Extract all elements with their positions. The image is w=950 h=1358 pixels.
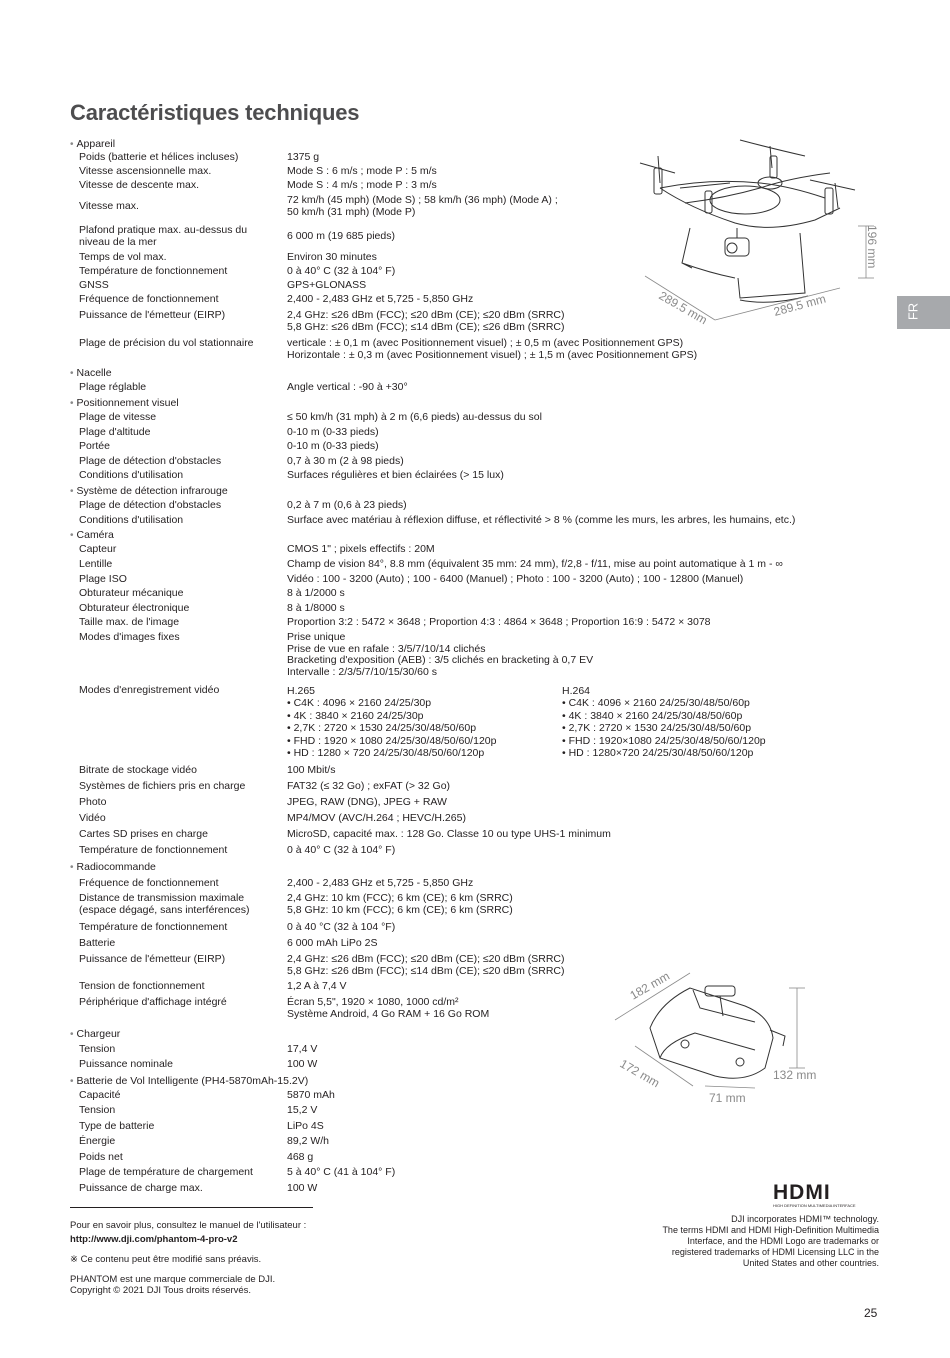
svg-text:HIGH DEFINITION MULTIMEDIA INT: HIGH DEFINITION MULTIMEDIA INTERFACE — [773, 1203, 856, 1208]
spec-value-line: Prise de vue en rafale : 3/5/7/10/14 clichés — [287, 642, 486, 655]
spec-value-line: Bracketing d'exposition (AEB) : 3/5 clichés en bracketing à 0,7 EV — [287, 654, 594, 666]
spec-value-line: • 2,7K : 2720 × 1530 24/25/30/48/50/60p — [562, 722, 752, 735]
spec-value-line: 8 à 1/8000 s — [287, 602, 345, 614]
spec-value-line: Écran 5,5", 1920 × 1080, 1000 cd/m² — [287, 996, 459, 1008]
hdmi-notice-line: registered trademarks of HDMI Licensing LLC in the — [671, 1247, 879, 1257]
spec-label: Modes d'images fixes — [79, 631, 180, 643]
spec-label: Poids net — [79, 1151, 123, 1163]
spec-label: Fréquence de fonctionnement — [79, 877, 219, 889]
spec-value-line: H.264 — [562, 685, 591, 697]
spec-label: Plage de vitesse — [79, 411, 157, 423]
spec-value — [287, 152, 319, 164]
drone-illustration — [630, 128, 890, 333]
spec-value — [287, 938, 377, 950]
spec-label: Temps de vol max. — [79, 251, 167, 263]
spec-value-line: CMOS 1" ; pixels effectifs : 20M — [287, 543, 435, 555]
spec-label: Capteur — [79, 543, 117, 555]
spec-value — [287, 559, 783, 571]
spec-value-line: 100 Mbit/s — [287, 764, 336, 776]
spec-value — [287, 1059, 317, 1071]
spec-value-line: • C4K : 4096 × 2160 24/25/30p — [287, 697, 432, 710]
spec-value — [287, 441, 379, 453]
spec-value — [287, 1090, 335, 1102]
spec-value-line: 0 à 40 °C (32 à 104 °F) — [287, 921, 396, 933]
spec-value — [287, 574, 743, 586]
spec-value — [287, 280, 366, 292]
spec-label: Plage de précision du vol stationnaire — [79, 337, 254, 349]
spec-value — [287, 266, 395, 278]
spec-label: Modes d'enregistrement vidéo — [79, 684, 220, 696]
section-heading: • Nacelle — [70, 367, 112, 380]
spec-value-line: 5870 mAh — [287, 1089, 335, 1101]
spec-value-line: • C4K : 4096 × 2160 24/25/30/48/50/60p — [562, 697, 750, 710]
spec-label: Conditions d'utilisation — [79, 514, 184, 526]
hdmi-logo — [773, 1181, 879, 1209]
copyright-text: Copyright © 2021 DJI Tous droits réservés. — [70, 1285, 252, 1296]
page-number: 25 — [864, 1306, 878, 1320]
notice-text: ※ Ce contenu peut être modifié sans préavis. — [70, 1254, 262, 1265]
spec-value-line: GPS+GLONASS — [287, 279, 367, 291]
spec-value-line: Mode S : 6 m/s ; mode P : 5 m/s — [287, 165, 437, 177]
hdmi-notice — [609, 1214, 879, 1269]
spec-value — [287, 813, 466, 825]
spec-value — [287, 893, 513, 916]
spec-value — [287, 470, 504, 482]
spec-label: Batterie — [79, 937, 116, 949]
spec-value — [287, 797, 447, 809]
drone-height: 196 mm — [865, 225, 879, 269]
spec-value-line: • FHD : 1920×1080 24/25/30/48/50/60/120p — [562, 734, 766, 747]
spec-label: Périphérique d'affichage intégré — [79, 996, 227, 1008]
spec-label: Plage d'altitude — [79, 426, 151, 438]
drone-width1: 289.5 mm — [656, 288, 710, 328]
spec-label: Capacité — [79, 1089, 121, 1101]
spec-value-line: 2,4 GHz: 10 km (FCC); 6 km (CE); 6 km (SRRC) — [287, 892, 513, 904]
spec-value-line: 15,2 V — [287, 1104, 318, 1116]
spec-value-line: JPEG, RAW (DNG), JPEG + RAW — [287, 796, 447, 808]
spec-label: Vidéo — [79, 812, 106, 824]
spec-value-line: 6 000 mAh LiPo 2S — [287, 937, 378, 949]
spec-value — [287, 1152, 313, 1164]
hdmi-notice-line: United States and other countries. — [742, 1258, 879, 1268]
spec-value-line: 2,400 - 2,483 GHz et 5,725 - 5,850 GHz — [287, 877, 474, 889]
spec-label: Cartes SD prises en charge — [79, 828, 208, 840]
spec-label: Plage de détection d'obstacles — [79, 499, 222, 511]
spec-value — [287, 845, 395, 857]
spec-value-line: Proportion 3:2 : 5472 × 3648 ; Proportion 4:3 : 4864 × 3648 ; Proportion 16:9 : 5472 × 3078 — [287, 616, 711, 628]
spec-value-line: 0,2 à 7 m (0,6 à 23 pieds) — [287, 499, 407, 511]
spec-value-line: 89,2 W/h — [287, 1135, 330, 1147]
spec-label: Vitesse ascensionnelle max. — [79, 165, 212, 177]
spec-value — [287, 427, 379, 439]
spec-value — [287, 997, 489, 1020]
spec-value-line: 8 à 1/2000 s — [287, 587, 345, 599]
spec-value-line: 0 à 40° C (32 à 104° F) — [287, 265, 396, 277]
spec-label: Énergie — [79, 1135, 116, 1147]
spec-value-line: Intervalle : 2/3/5/7/10/15/30/60 s — [287, 665, 438, 678]
spec-value — [287, 500, 407, 512]
spec-value-line: Prise unique — [287, 631, 346, 643]
spec-value — [287, 338, 697, 361]
section-heading: • Caméra — [70, 529, 114, 542]
spec-value — [287, 981, 347, 993]
spec-label: Tension — [79, 1043, 116, 1055]
spec-label: Conditions d'utilisation — [79, 469, 184, 481]
spec-label: Photo — [79, 796, 107, 808]
section-heading: • Batterie de Vol Intelligente (PH4-5870mAh-15.2V) — [70, 1075, 308, 1088]
spec-value-line: verticale : ± 0,1 m (avec Positionnement visuel) ; ± 0,5 m (avec Positionnement GPS) — [287, 337, 684, 349]
spec-label: Tension de fonctionnement — [79, 980, 205, 992]
spec-label: Systèmes de fichiers pris en charge — [79, 780, 246, 792]
spec-label: Bitrate de stockage vidéo — [79, 764, 197, 776]
trademark-text: PHANTOM est une marque commerciale de DJI. — [70, 1274, 276, 1285]
spec-label: Puissance de l'émetteur (EIRP) — [79, 309, 226, 321]
spec-label: Lentille — [79, 558, 113, 570]
remote-dim-132: 132 mm — [773, 1068, 817, 1082]
section-heading: • Système de détection infrarouge — [70, 485, 228, 498]
spec-value-line: FAT32 (≤ 32 Go) ; exFAT (> 32 Go) — [287, 780, 451, 792]
spec-value-line: • FHD : 1920 × 1080 24/25/30/48/50/60/120p — [287, 734, 497, 747]
spec-value-line: 0 à 40° C (32 à 104° F) — [287, 844, 396, 856]
spec-value-line: 0,7 à 30 m (2 à 98 pieds) — [287, 455, 404, 467]
hdmi-notice-line: DJI incorporates HDMI™ technology. — [731, 1214, 879, 1224]
spec-label: Température de fonctionnement — [79, 844, 228, 856]
spec-value-line: Vidéo : 100 - 3200 (Auto) ; 100 - 6400 (Manuel) ; Photo : 100 - 3200 (Auto) ; 100 - 12800 (Manuel) — [287, 573, 744, 585]
remote-dim-172: 172 mm — [617, 1056, 663, 1091]
spec-value-line: 0-10 m (0-33 pieds) — [287, 426, 379, 438]
spec-value-line: 5,8 GHz: 10 km (FCC); 6 km (CE); 6 km (SRRC) — [287, 903, 513, 916]
spec-value — [287, 1121, 324, 1133]
spec-value — [287, 412, 542, 424]
spec-value-line: 0-10 m (0-33 pieds) — [287, 440, 379, 452]
spec-value — [287, 195, 558, 218]
spec-value — [287, 382, 408, 394]
language-tab: FR — [897, 296, 950, 329]
spec-label: Tension — [79, 1104, 116, 1116]
spec-label: Température de fonctionnement — [79, 265, 228, 277]
remote-dim-182: 182 mm — [627, 968, 673, 1003]
spec-value-line: 6 000 m (19 685 pieds) — [287, 230, 395, 242]
spec-value-line: 2,400 - 2,483 GHz et 5,725 - 5,850 GHz — [287, 293, 474, 305]
spec-value-line: MP4/MOV (AVC/H.264 ; HEVC/H.265) — [287, 812, 466, 824]
spec-value — [287, 544, 435, 556]
spec-value-line: 72 km/h (45 mph) (Mode S) ; 58 km/h (36 mph) (Mode A) ; — [287, 194, 558, 206]
video-modes-h265 — [287, 685, 496, 759]
spec-value — [287, 1105, 317, 1117]
spec-label: Type de batterie — [79, 1120, 155, 1132]
spec-value-line: Horizontale : ± 0,3 m (avec Positionnement visuel) ; ± 1,5 m (avec Positionnement GPS) — [287, 348, 698, 361]
svg-text:HDMI: HDMI — [773, 1181, 831, 1204]
manual-text: Pour en savoir plus, consultez le manuel de l'utilisateur : — [70, 1220, 307, 1231]
spec-value — [287, 588, 345, 600]
footer-divider — [70, 1207, 313, 1208]
spec-label: Vitesse max. — [79, 200, 139, 212]
spec-value — [287, 829, 611, 841]
spec-value-line: Environ 30 minutes — [287, 251, 377, 263]
spec-value — [287, 231, 395, 243]
spec-value — [287, 765, 335, 777]
spec-value-line: • 4K : 3840 × 2160 24/25/30p — [287, 709, 424, 722]
spec-value-line: ≤ 50 km/h (31 mph) à 2 m (6,6 pieds) au-dessus du sol — [287, 411, 542, 423]
spec-value-line: 2,4 GHz: ≤26 dBm (FCC); ≤20 dBm (CE); ≤20 dBm (SRRC) — [287, 309, 565, 321]
spec-label: Puissance de l'émetteur (EIRP) — [79, 953, 226, 965]
spec-value-line: 1375 g — [287, 151, 320, 163]
spec-label: Plafond pratique max. au-dessus du niveau de la mer — [79, 224, 248, 248]
spec-value-line: • 4K : 3840 × 2160 24/25/30/48/50/60p — [562, 709, 743, 722]
spec-value — [287, 1183, 317, 1195]
spec-value-line: 100 W — [287, 1058, 318, 1070]
manual-link[interactable]: http://www.dji.com/phantom-4-pro-v2 — [70, 1234, 238, 1245]
spec-value — [287, 632, 593, 678]
spec-value-line: Champ de vision 84°, 8.8 mm (équivalent 35 mm: 24 mm), f/2,8 - f/11, mise au point automatique à 1 m - ∞ — [287, 558, 783, 570]
spec-value — [287, 1044, 317, 1056]
spec-value-line: 2,4 GHz: ≤26 dBm (FCC); ≤20 dBm (CE); ≤20 dBm (SRRC) — [287, 953, 565, 965]
spec-label: Température de fonctionnement — [79, 921, 228, 933]
spec-value-line: Surface avec matériau à réflexion diffuse, et réflectivité > 8 % (comme les murs, les arbres, les humains, etc.) — [287, 514, 796, 526]
spec-label: Plage de température de chargement — [79, 1166, 253, 1178]
spec-value-line: • 2,7K : 2720 × 1530 24/25/30/48/50/60p — [287, 722, 477, 735]
spec-label: Puissance nominale — [79, 1058, 173, 1070]
page-title: Caractéristiques techniques — [70, 100, 360, 125]
spec-value-line: 5,8 GHz: ≤26 dBm (FCC); ≤14 dBm (CE); ≤26 dBm (SRRC) — [287, 320, 565, 333]
spec-label: Obturateur électronique — [79, 602, 190, 614]
spec-value — [287, 617, 711, 629]
spec-value — [287, 922, 395, 934]
hdmi-notice-line: The terms HDMI and HDMI High-Definition Multimedia — [662, 1225, 879, 1235]
spec-value-line: H.265 — [287, 685, 316, 697]
section-heading: • Positionnement visuel — [70, 397, 179, 410]
spec-value — [287, 781, 450, 793]
spec-label: Puissance de charge max. — [79, 1182, 203, 1194]
spec-value — [287, 515, 795, 527]
spec-value — [287, 166, 437, 178]
spec-label: Portée — [79, 440, 110, 452]
remote-controller-illustration — [605, 958, 835, 1108]
spec-value-line: 17,4 V — [287, 1043, 318, 1055]
spec-value-line: 5,8 GHz: ≤26 dBm (FCC); ≤14 dBm (CE); ≤20 dBm (SRRC) — [287, 964, 565, 977]
spec-value-line: • HD : 1280×720 24/25/30/48/50/60/120p — [562, 747, 754, 760]
spec-value — [287, 954, 565, 977]
spec-label: Obturateur mécanique — [79, 587, 184, 599]
spec-value-line: Mode S : 4 m/s ; mode P : 3 m/s — [287, 179, 437, 191]
spec-label: Taille max. de l'image — [79, 616, 180, 628]
spec-value — [287, 456, 404, 468]
spec-value — [287, 310, 565, 333]
spec-value-line: Surfaces régulières et bien éclairées (> 15 lux) — [287, 469, 504, 481]
spec-value-line: 468 g — [287, 1151, 314, 1163]
hdmi-notice-line: Interface, and the HDMI Logo are trademarks or — [687, 1236, 879, 1246]
spec-value-line: Angle vertical : -90 à +30° — [287, 381, 408, 393]
spec-label: Plage ISO — [79, 573, 127, 585]
spec-label: Plage de détection d'obstacles — [79, 455, 222, 467]
spec-value-line: 5 à 40° C (41 à 104° F) — [287, 1166, 396, 1178]
spec-value — [287, 1136, 329, 1148]
spec-value-line: Système Android, 4 Go RAM + 16 Go ROM — [287, 1007, 490, 1020]
spec-label: Distance de transmission maximale (espace dégagé, sans interférences) — [79, 892, 250, 916]
spec-label: Plage réglable — [79, 381, 147, 393]
spec-value-line: 50 km/h (31 mph) (Mode P) — [287, 205, 416, 218]
remote-dim-71: 71 mm — [709, 1091, 746, 1105]
spec-value-line: 1,2 A à 7,4 V — [287, 980, 347, 992]
spec-value — [287, 1167, 395, 1179]
spec-label: Fréquence de fonctionnement — [79, 293, 219, 305]
spec-value-line: LiPo 4S — [287, 1120, 324, 1132]
spec-value — [287, 252, 377, 264]
spec-value-line: • HD : 1280 × 720 24/25/30/48/50/60/120p — [287, 747, 485, 760]
drone-width2: 289.5 mm — [772, 291, 828, 319]
section-heading: • Appareil — [70, 138, 115, 151]
spec-value — [287, 180, 437, 192]
spec-value — [287, 294, 473, 306]
spec-value — [287, 603, 345, 615]
spec-label: Poids (batterie et hélices incluses) — [79, 151, 239, 163]
spec-value-line: MicroSD, capacité max. : 128 Go. Classe 10 ou type UHS-1 minimum — [287, 828, 611, 840]
section-heading: • Radiocommande — [70, 861, 156, 874]
spec-value — [287, 878, 473, 890]
spec-label: Vitesse de descente max. — [79, 179, 200, 191]
section-heading: • Chargeur — [70, 1028, 120, 1041]
spec-label: GNSS — [79, 279, 109, 291]
video-modes-h264 — [562, 685, 766, 759]
spec-value-line: 100 W — [287, 1182, 318, 1194]
